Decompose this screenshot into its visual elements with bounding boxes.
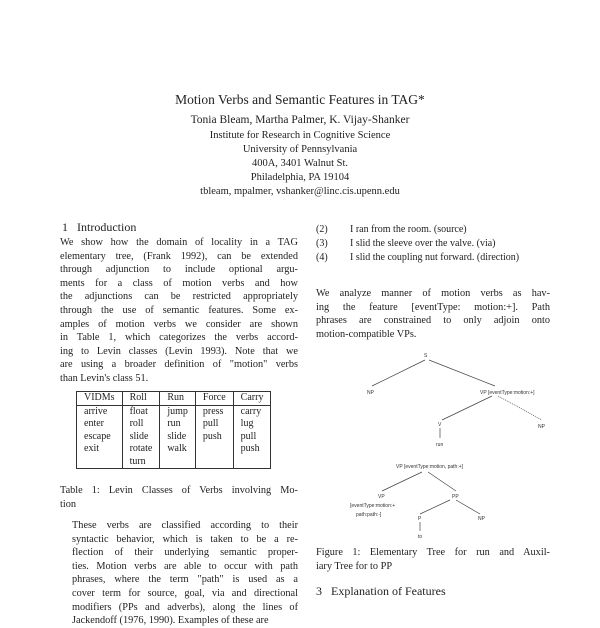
affiliation-line: Institute for Research in Cognitive Science [209, 130, 391, 141]
affiliation-line: 400A, 3401 Walnut St. [251, 158, 349, 169]
email: tbleam, mpalmer, vshanker@linc.cis.upenn.edu [200, 186, 400, 197]
table-cell: float [122, 405, 160, 418]
intro-paragraph [60, 236, 298, 386]
levin-classes-table [76, 391, 271, 469]
figure-caption: Figure 1: Elementary Tree for run and Auxil- iary Tree for to PP [316, 547, 550, 572]
table-cell: push [195, 431, 233, 444]
tree1-v: V [438, 422, 442, 428]
table-cell [233, 456, 271, 469]
tree2-p: P [418, 516, 422, 522]
column-header: Force [195, 392, 233, 406]
tree2-np: NP [478, 516, 485, 522]
tree2-anchor: to [418, 534, 423, 540]
table-cell [195, 443, 233, 456]
tree1-np2: NP [538, 424, 545, 430]
paragraph-3 [316, 287, 550, 341]
tree1-vp: VP [eventType:motion:+] [480, 390, 535, 396]
text-line: amples of motion verbs we consider are shown [60, 318, 298, 330]
affiliation-line: University of Pennsylvania [242, 144, 358, 155]
text-line: cover term for source, goal, via and directional [72, 587, 298, 599]
tree2-pp: PP [452, 494, 459, 500]
table-cell: run [160, 418, 196, 431]
table-cell [160, 456, 196, 469]
tree2-root: VP [eventType:motion, path:+] [396, 464, 464, 470]
text-line: elementary tree, (Frank 1992), can be extended [60, 250, 298, 262]
tree2-feature: path:path:-] [356, 512, 382, 518]
tree2-feature: [eventType:motion:+ [350, 503, 396, 509]
table-caption: Table 1: Levin Classes of Verbs involving Mo- tion [60, 485, 298, 510]
tree2-vp-foot: VP [378, 494, 385, 500]
text-line: We analyze manner of motion verbs as hav- [316, 288, 550, 299]
table-cell [195, 456, 233, 469]
tree1-s: S [424, 353, 428, 359]
table-cell: pull [233, 431, 271, 444]
table-cell: roll [122, 418, 160, 431]
table-cell: escape [77, 431, 123, 444]
table-cell: arrive [77, 405, 123, 418]
text-line: through the use of semantic features. Some ex- [60, 304, 298, 316]
text-line: the adjunctions can be restricted appropriately [60, 291, 298, 303]
text-line: ing the feature [eventType: motion:+]. Path [316, 301, 550, 313]
paper-title: Motion Verbs and Semantic Features in TAG* [175, 92, 425, 107]
paragraph-2 [60, 519, 298, 628]
table-row [77, 431, 271, 444]
text-line: phrases are constrained to only adjoin onto [316, 315, 550, 327]
table-cell: enter [77, 418, 123, 431]
text-line: We show how the domain of locality in a TAG [60, 237, 298, 248]
text-line: syntactic behavior, which is taken to be a re- [72, 533, 298, 545]
text-line: in Table 1, which categorizes the verbs accord- [60, 332, 298, 344]
text-line: ing to Levin classes (Levin 1993). Note that we [60, 345, 298, 357]
example-sentence [316, 252, 519, 264]
text-line: ties. Motion verbs are able to occur with path [72, 560, 298, 572]
table-cell: rotate [122, 443, 160, 456]
example-sentence [316, 224, 467, 236]
column-header: Carry [233, 392, 271, 406]
table-cell: lug [233, 418, 271, 431]
text-line: flection of their underlying semantic proper- [72, 547, 298, 559]
example-text: I slid the sleeve over the valve. (via) [350, 238, 496, 249]
affiliation-line: Philadelphia, PA 19104 [250, 172, 350, 183]
example-text: I ran from the room. (source) [350, 224, 467, 235]
text-line: are using a broader definition of "motion" verbs [60, 359, 298, 371]
table-row [77, 418, 271, 431]
column-header: VIDMs [77, 392, 123, 406]
table-cell: press [195, 405, 233, 418]
text-line: motion-compatible VPs. [316, 328, 417, 340]
table-cell: pull [195, 418, 233, 431]
tree1-anchor: run [436, 442, 444, 448]
table-row [77, 456, 271, 469]
table-cell: slide [160, 431, 196, 444]
example-text: I slid the coupling nut forward. (direction) [350, 252, 520, 263]
example-number: (2) [316, 224, 328, 235]
column-header: Run [160, 392, 196, 406]
column-header: Roll [122, 392, 160, 406]
table-cell: turn [122, 456, 160, 469]
text-line: through adjunction to include optional argu- [60, 264, 298, 276]
text-line: ments for a class of motion verbs and how [60, 277, 298, 289]
section-heading-3: 3 Explanation of Features [316, 584, 446, 598]
text-line: than Levin's class 51. [60, 372, 149, 384]
table-row [77, 443, 271, 456]
table-cell: carry [233, 405, 271, 418]
section-heading-1: 1 Introduction [62, 220, 137, 234]
table-cell: slide [122, 431, 160, 444]
example-sentence [316, 238, 496, 250]
table-cell [77, 456, 123, 469]
text-line: phrases, where the term "path" is used as a [72, 574, 298, 586]
example-number: (4) [316, 252, 328, 263]
tree-figure [330, 344, 550, 542]
text-line: Jackendoff (1976, 1990). Examples of these are [72, 615, 269, 627]
table-cell: push [233, 443, 271, 456]
example-number: (3) [316, 238, 328, 249]
text-line: modifiers (PPs and adverbs), along the lines of [72, 601, 298, 613]
table-cell: exit [77, 443, 123, 456]
text-line: These verbs are classified according to their [72, 520, 298, 531]
authors: Tonia Bleam, Martha Palmer, K. Vijay-Shanker [190, 114, 410, 126]
table-cell: walk [160, 443, 196, 456]
table-row [77, 405, 271, 418]
tree1-np: NP [367, 390, 374, 396]
table-cell: jump [160, 405, 196, 418]
